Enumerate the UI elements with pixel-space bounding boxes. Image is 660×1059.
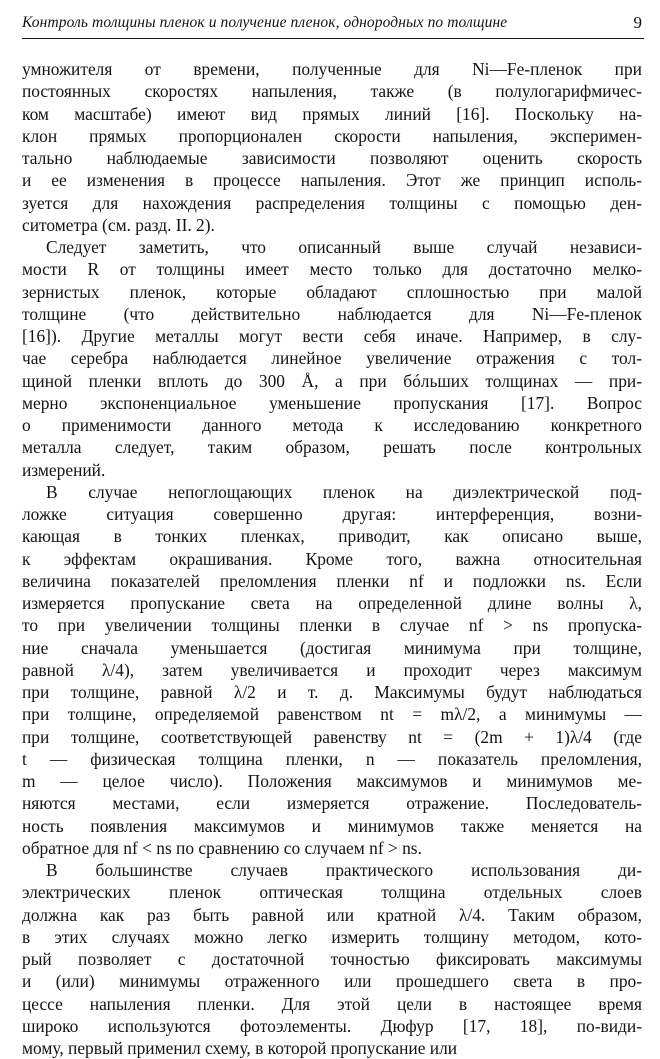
- text-line: металла следует, таким образом, решать после контрольных: [22, 437, 642, 458]
- text-line: к эффектам окрашивания. Кроме того, важна относительная: [22, 548, 642, 569]
- text-line: постоянных скоростях напыления, также (в полулогарифмичес-: [22, 81, 642, 102]
- body-text: [22, 58, 642, 1059]
- text-line: няются местами, если измеряется отражение. Последователь-: [22, 793, 642, 814]
- text-line: ние сначала уменьшается (достигая минимума при толщине,: [22, 637, 642, 658]
- paragraph: [22, 481, 642, 859]
- text-line: зернистых пленок, которые обладают сплошностью при малой: [22, 281, 642, 302]
- text-line: равной λ/4), затем увеличивается и проходит через максимум: [22, 659, 642, 680]
- text-line: m — целое число). Положения максимумов и минимумов ме-: [22, 771, 642, 791]
- text-line: мому, первый применил схему, в которой пропускание или: [22, 1038, 458, 1058]
- text-line: В большинстве случаев практического использования ди-: [46, 860, 642, 880]
- page-header: [22, 12, 644, 39]
- text-line: обратное для nf < ns по сравнению со случаем nf > ns.: [22, 837, 422, 858]
- text-line: чае серебра наблюдается линейное увеличение отражения с тол-: [22, 348, 642, 369]
- paragraph: [22, 58, 642, 236]
- paragraph: [22, 859, 642, 1059]
- text-line: кающая в тонких пленках, приводит, как описано выше,: [22, 526, 642, 547]
- text-line: и ее изменения в процессе напыления. Этот же принцип исполь-: [22, 170, 642, 191]
- page-number: 9: [633, 13, 642, 32]
- text-line: измерений.: [22, 459, 106, 480]
- text-line: клон прямых пропорционален скорости напыления, эксперимен-: [22, 125, 642, 146]
- text-line: щиной пленки вплоть до 300 Å, а при бóльших толщинах — при-: [22, 370, 642, 391]
- text-line: t — физическая толщина пленки, n — показатель преломления,: [22, 748, 642, 769]
- text-line: должна как раз быть равной или кратной λ/4. Таким образом,: [22, 904, 642, 925]
- text-line: в этих случаях можно легко измерить толщину методом, кото-: [22, 926, 642, 947]
- text-line: цессе напыления пленки. Для этой цели в настоящее время: [22, 993, 642, 1014]
- text-line: В случае непоглощающих пленок на диэлектрической под-: [46, 481, 642, 502]
- text-line: мости R от толщины имеет место только для достаточно мелко-: [22, 259, 642, 280]
- text-line: ком масштабе) имеют вид прямых линий [16]. Поскольку на-: [22, 103, 642, 124]
- paragraph: [22, 236, 642, 481]
- text-line: при толщине, определяемой равенством nt = mλ/2, а минимумы —: [22, 704, 642, 725]
- text-line: ложке ситуация совершенно другая: интерференция, возни-: [22, 504, 642, 524]
- text-line: широко используются фотоэлементы. Дюфур [17, 18], по-види-: [22, 1015, 642, 1036]
- text-line: зуется для нахождения распределения толщины с помощью ден-: [22, 192, 642, 213]
- text-line: при толщине, соответствующей равенству nt = (2m + 1)λ/4 (где: [22, 726, 642, 747]
- text-line: [16]). Другие металлы могут вести себя иначе. Например, в слу-: [22, 326, 642, 346]
- text-line: при толщине, равной λ/2 и т. д. Максимумы будут наблюдаться: [22, 682, 642, 702]
- text-line: рый позволяет с достаточной точностью фиксировать максимумы: [22, 949, 642, 969]
- text-line: умножителя от времени, полученные для Ni—Fe-пленок при: [22, 59, 642, 79]
- text-line: ситометра (см. разд. II. 2).: [22, 214, 215, 235]
- text-line: величина показателей преломления пленки nf и подложки ns. Если: [22, 570, 642, 591]
- text-line: мерно экспоненциальное уменьшение пропускания [17]. Вопрос: [22, 392, 642, 413]
- text-line: электрических пленок оптическая толщина отдельных слоев: [22, 882, 642, 903]
- text-line: измеряется пропускание света на определенной длине волны λ,: [22, 593, 642, 613]
- text-line: тально наблюдаемые зависимости позволяют оценить скорость: [22, 148, 642, 168]
- text-line: Следует заметить, что описанный выше случай независи-: [46, 237, 642, 257]
- text-line: то при увеличении толщины пленки в случае nf > ns пропуска-: [22, 615, 642, 636]
- running-title: Контроль толщины пленок и получение пленок, однородных по толщине: [22, 14, 508, 31]
- text-line: о применимости данного метода к исследованию конкретного: [22, 415, 642, 435]
- text-line: ность появления максимумов и минимумов также меняется на: [22, 815, 642, 836]
- text-line: и (или) минимумы отраженного или прошедшего света в про-: [22, 971, 642, 992]
- text-line: толщине (что действительно наблюдается для Ni—Fe-пленок: [22, 303, 642, 324]
